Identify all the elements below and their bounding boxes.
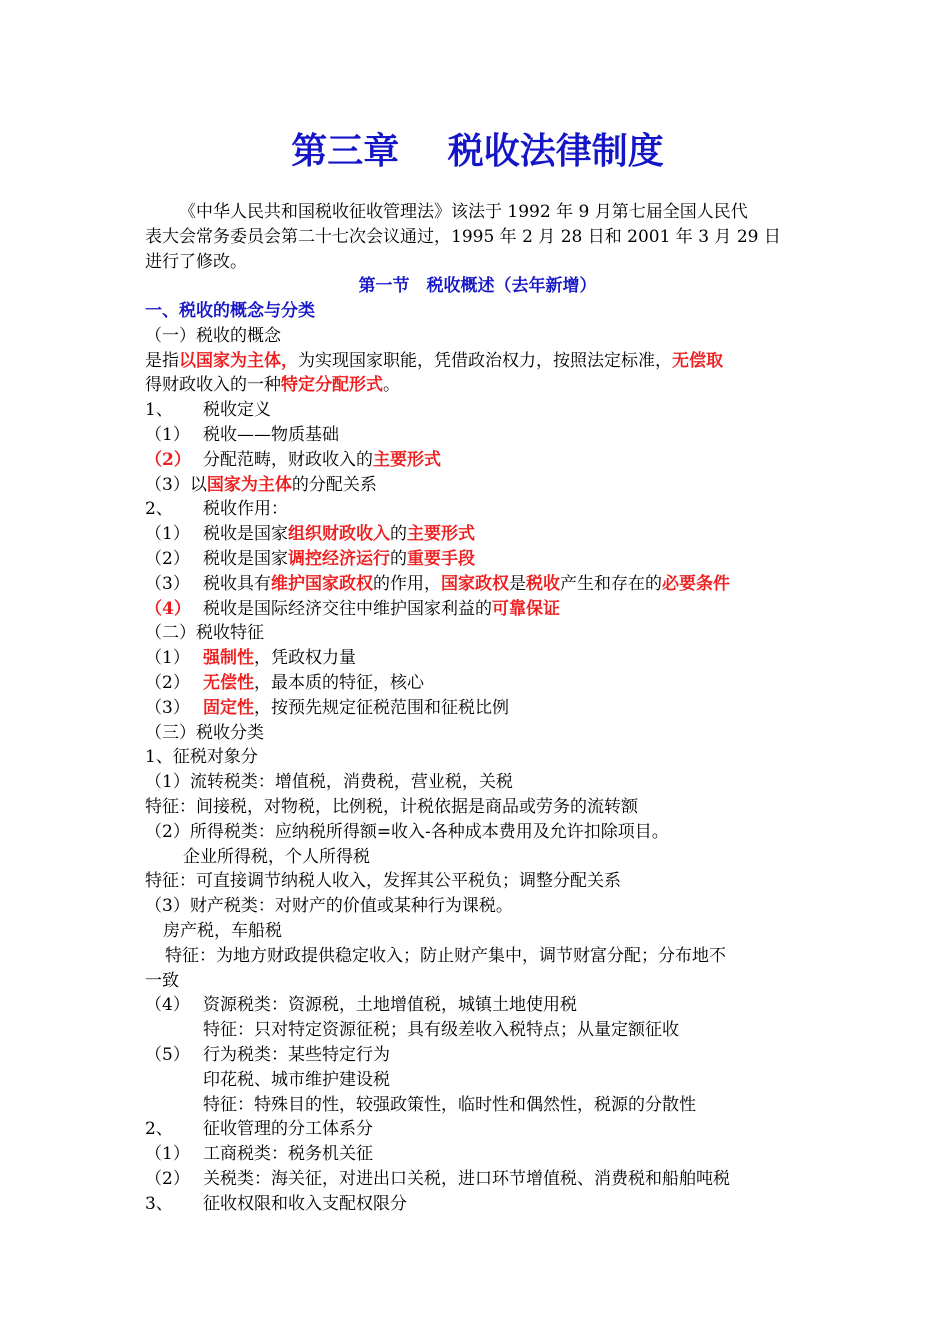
chapter-title: 第三章 税收法律制度 bbox=[291, 130, 664, 172]
item-text: 产生和存在的 bbox=[560, 573, 662, 594]
item-text: 资源税类：资源税，土地增值税，城镇土地使用税 bbox=[203, 995, 577, 1016]
item-text: 税收是国家 bbox=[203, 548, 288, 569]
list-item bbox=[145, 1142, 810, 1167]
emphasis-text: 主要形式 bbox=[373, 449, 441, 470]
item-text: 分配范畴，财政收入的 bbox=[203, 449, 373, 470]
item-text: 的 bbox=[390, 524, 407, 545]
item-number: （1） bbox=[145, 648, 190, 669]
list-item bbox=[145, 1043, 810, 1068]
list-item: 1、征税对象分 bbox=[145, 747, 258, 768]
emphasis-text: 以国家为主体， bbox=[179, 350, 298, 371]
item-number: （1） bbox=[145, 1144, 190, 1165]
item-text: 税收是国家 bbox=[203, 524, 288, 545]
item-text: 税收定义 bbox=[203, 400, 271, 421]
list-item bbox=[145, 1167, 810, 1192]
emphasis-text: 特定分配形式 bbox=[281, 375, 383, 396]
item-text: 的作用， bbox=[373, 573, 441, 594]
emphasis-text: 无偿性 bbox=[203, 672, 254, 693]
list-item bbox=[145, 993, 810, 1018]
item-text: 征收权限和收入支配权限分 bbox=[203, 1193, 407, 1214]
list-item: （2）所得税类：应纳税所得额=收入-各种成本费用及允许扣除项目。 bbox=[145, 821, 669, 842]
intro-line: 进行了修改。 bbox=[145, 252, 247, 272]
list-item: （3）财产税类：对财产的价值或某种行为课税。 bbox=[145, 896, 513, 917]
emphasis-text: 可靠保证 bbox=[492, 598, 560, 619]
list-item: 一致 bbox=[145, 970, 179, 991]
emphasis-text: 无偿取 bbox=[672, 350, 723, 371]
item-number: （2） bbox=[145, 548, 190, 569]
list-item bbox=[145, 646, 810, 671]
item-text: 关税类：海关征，对进出口关税，进口环节增值税、消费税和船舶吨税 bbox=[203, 1168, 730, 1189]
list-item bbox=[145, 448, 810, 473]
list-item bbox=[145, 671, 810, 696]
list-item bbox=[145, 1192, 810, 1217]
item-text: ，最本质的特征，核心 bbox=[254, 672, 424, 693]
emphasis-text: 组织财政收入 bbox=[288, 524, 390, 545]
item-number: （1） bbox=[145, 424, 190, 445]
intro-line: 表大会常务委员会第二十七次会议通过，1995 年 2 月 28 日和 2001 年 3 月 29 日 bbox=[145, 227, 781, 247]
intro-paragraph bbox=[145, 200, 810, 275]
list-item bbox=[145, 522, 810, 547]
item-number: （1） bbox=[145, 524, 190, 545]
list-item: 房产税，车船税 bbox=[163, 920, 282, 941]
emphasis-text: 国家政权 bbox=[441, 573, 509, 594]
item-text: ，凭政权力量 bbox=[254, 648, 356, 669]
item-text: 工商税类：税务机关征 bbox=[203, 1144, 373, 1165]
item-text: 是 bbox=[509, 573, 526, 594]
emphasis-text: 维护国家政权 bbox=[271, 573, 373, 594]
item-text: 税收作用： bbox=[203, 499, 288, 520]
item-text: ，按预先规定征税范围和征税比例 bbox=[254, 697, 509, 718]
item-number: （5） bbox=[145, 1044, 190, 1065]
item-text: 行为税类：某些特定行为 bbox=[203, 1044, 390, 1065]
text: 是指 bbox=[145, 350, 179, 371]
list-item bbox=[145, 398, 810, 423]
emphasis-text: 固定性 bbox=[203, 697, 254, 718]
text: 得财政收入的一种 bbox=[145, 375, 281, 396]
subheading-tax-features: （二）税收特征 bbox=[145, 623, 264, 644]
list-item: 特征：间接税，对物税，比例税，计税依据是商品或劳务的流转额 bbox=[145, 796, 638, 817]
definition-line bbox=[145, 349, 810, 374]
item-text: 征收管理的分工体系分 bbox=[203, 1119, 373, 1140]
definition-line bbox=[145, 373, 810, 398]
list-item bbox=[145, 597, 810, 622]
list-item bbox=[145, 547, 810, 572]
item-number: 3、 bbox=[145, 1193, 173, 1214]
list-item bbox=[145, 473, 810, 498]
subheading-tax-concept: （一）税收的概念 bbox=[145, 325, 281, 346]
emphasis-text: 强制性 bbox=[203, 648, 254, 669]
list-item: 特征：只对特定资源征税；具有级差收入税特点；从量定额征收 bbox=[203, 1020, 679, 1041]
item-number: （4） bbox=[145, 598, 191, 619]
list-item bbox=[145, 497, 810, 522]
text: 为实现国家职能，凭借政治权力，按照法定标准， bbox=[298, 350, 672, 371]
emphasis-text: 必要条件 bbox=[662, 573, 730, 594]
list-item bbox=[145, 696, 810, 721]
item-text: 的 bbox=[390, 548, 407, 569]
heading-tax-concept-classification: 一、税收的概念与分类 bbox=[145, 301, 315, 321]
item-number: （3） bbox=[145, 573, 190, 594]
intro-line: 《中华人民共和国税收征收管理法》该法于 1992 年 9 月第七届全国人民代 bbox=[179, 202, 748, 222]
emphasis-text: 调控经济运行 bbox=[288, 548, 390, 569]
emphasis-text: 主要形式 bbox=[407, 524, 475, 545]
item-number: （3） bbox=[145, 697, 190, 718]
list-item: 企业所得税，个人所得税 bbox=[183, 846, 370, 867]
item-number: 2、 bbox=[145, 499, 173, 520]
emphasis-text: 国家为主体 bbox=[206, 474, 292, 495]
section-title: 第一节 税收概述（去年新增） bbox=[358, 276, 597, 296]
item-text: 税收是国际经济交往中维护国家利益的 bbox=[203, 598, 492, 619]
list-item bbox=[145, 1117, 810, 1142]
document-body bbox=[145, 299, 810, 1216]
text: 。 bbox=[383, 375, 400, 396]
list-item: 特征：特殊目的性，较强政策性，临时性和偶然性，税源的分散性 bbox=[203, 1094, 696, 1115]
item-text: 税收——物质基础 bbox=[203, 424, 339, 445]
list-item: 特征：为地方财政提供稳定收入；防止财产集中，调节财富分配；分布地不 bbox=[165, 945, 726, 966]
list-item: 印花税、城市维护建设税 bbox=[203, 1069, 390, 1090]
item-number: （4） bbox=[145, 995, 190, 1016]
item-number: （2） bbox=[145, 449, 191, 470]
item-text: 的分配关系 bbox=[291, 474, 377, 495]
list-item bbox=[145, 572, 810, 597]
list-item bbox=[145, 423, 810, 448]
item-text: 税收具有 bbox=[203, 573, 271, 594]
emphasis-text: 重要手段 bbox=[407, 548, 475, 569]
item-number: 2、 bbox=[145, 1119, 173, 1140]
item-number: 1、 bbox=[145, 400, 173, 421]
subheading-tax-classification: （三）税收分类 bbox=[145, 722, 264, 743]
emphasis-text: 税收 bbox=[526, 573, 560, 594]
item-number: （2） bbox=[145, 672, 190, 693]
item-number: （3）以 bbox=[145, 474, 207, 495]
item-number: （2） bbox=[145, 1168, 190, 1189]
list-item: 特征：可直接调节纳税人收入，发挥其公平税负；调整分配关系 bbox=[145, 871, 621, 892]
list-item: （1）流转税类：增值税，消费税，营业税，关税 bbox=[145, 772, 513, 793]
